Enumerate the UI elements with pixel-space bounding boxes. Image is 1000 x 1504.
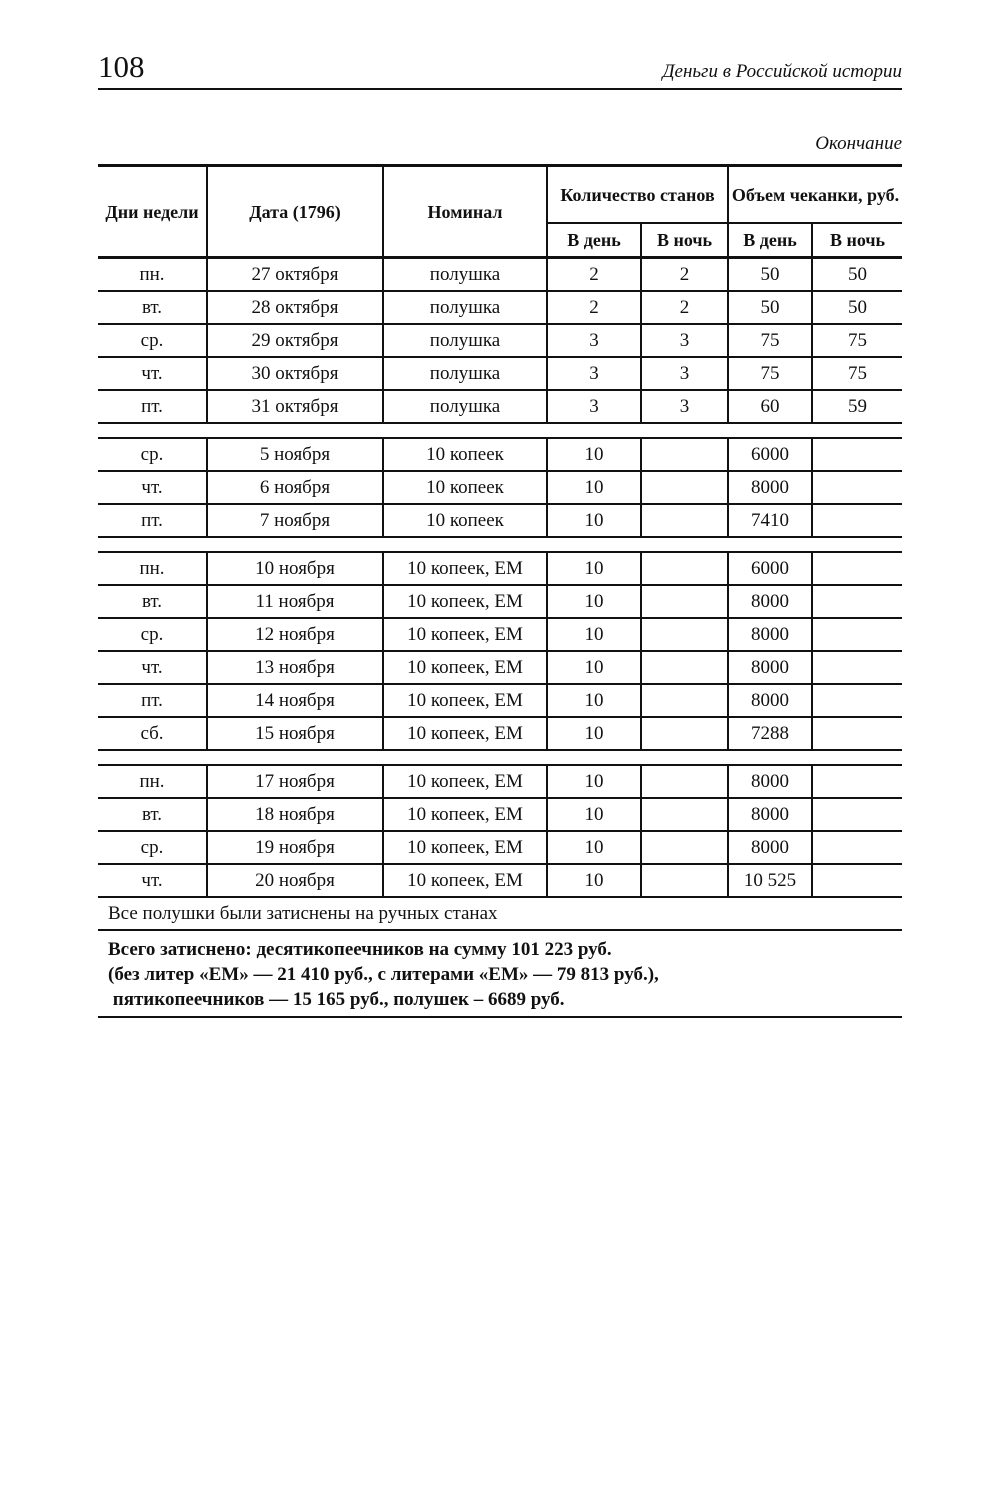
cell-volume-day: 8000 bbox=[728, 684, 812, 717]
cell-presses-night bbox=[641, 618, 728, 651]
summary-line: пятикопеечников — 15 165 руб., полушек – 6689 руб. bbox=[108, 989, 565, 1010]
cell-presses-day: 10 bbox=[547, 471, 641, 504]
cell-date: 15 ноября bbox=[207, 717, 383, 750]
cell-volume-night: 50 bbox=[812, 258, 902, 292]
cell-nominal: полушка bbox=[383, 258, 547, 292]
separator-cell bbox=[98, 423, 902, 438]
table-row bbox=[98, 651, 902, 684]
cell-volume-day: 8000 bbox=[728, 831, 812, 864]
cell-volume-night bbox=[812, 552, 902, 585]
summary-line: (без литер «ЕМ» — 21 410 руб., с литерами «ЕМ» — 79 813 руб.), bbox=[108, 964, 659, 985]
cell-volume-day: 6000 bbox=[728, 438, 812, 471]
cell-nominal: 10 копеек bbox=[383, 504, 547, 537]
cell-nominal: 10 копеек bbox=[383, 438, 547, 471]
cell-presses-day: 2 bbox=[547, 291, 641, 324]
cell-nominal: полушка bbox=[383, 324, 547, 357]
cell-presses-night bbox=[641, 765, 728, 798]
page-header bbox=[98, 48, 902, 90]
cell-nominal: 10 копеек, ЕМ bbox=[383, 798, 547, 831]
cell-volume-night bbox=[812, 765, 902, 798]
cell-day: сб. bbox=[98, 717, 207, 750]
cell-nominal: полушка bbox=[383, 390, 547, 423]
cell-day: ср. bbox=[98, 618, 207, 651]
header-presses-day: В день bbox=[547, 223, 641, 258]
cell-volume-night bbox=[812, 585, 902, 618]
cell-presses-night: 3 bbox=[641, 390, 728, 423]
cell-day: пн. bbox=[98, 552, 207, 585]
cell-day: чт. bbox=[98, 357, 207, 390]
cell-date: 12 ноября bbox=[207, 618, 383, 651]
header-date: Дата (1796) bbox=[207, 166, 383, 258]
cell-volume-night bbox=[812, 864, 902, 897]
table-row bbox=[98, 357, 902, 390]
group-separator bbox=[98, 750, 902, 765]
cell-day: вт. bbox=[98, 798, 207, 831]
cell-presses-day: 3 bbox=[547, 324, 641, 357]
cell-presses-day: 10 bbox=[547, 618, 641, 651]
cell-presses-day: 10 bbox=[547, 717, 641, 750]
cell-date: 13 ноября bbox=[207, 651, 383, 684]
table-row bbox=[98, 504, 902, 537]
cell-date: 10 ноября bbox=[207, 552, 383, 585]
cell-presses-night bbox=[641, 684, 728, 717]
table-body bbox=[98, 258, 902, 898]
cell-day: пт. bbox=[98, 390, 207, 423]
cell-nominal: 10 копеек, ЕМ bbox=[383, 717, 547, 750]
cell-date: 17 ноября bbox=[207, 765, 383, 798]
cell-presses-day: 10 bbox=[547, 831, 641, 864]
table-row bbox=[98, 390, 902, 423]
table-row bbox=[98, 765, 902, 798]
cell-nominal: 10 копеек, ЕМ bbox=[383, 651, 547, 684]
cell-date: 14 ноября bbox=[207, 684, 383, 717]
cell-day: чт. bbox=[98, 864, 207, 897]
cell-nominal: полушка bbox=[383, 357, 547, 390]
table-continuation-caption: Окончание bbox=[815, 133, 902, 154]
table-note: Все полушки были затиснены на ручных станах bbox=[98, 897, 902, 930]
cell-volume-day: 8000 bbox=[728, 618, 812, 651]
cell-day: чт. bbox=[98, 651, 207, 684]
cell-presses-day: 10 bbox=[547, 651, 641, 684]
separator-cell bbox=[98, 537, 902, 552]
cell-volume-day: 60 bbox=[728, 390, 812, 423]
cell-date: 31 октября bbox=[207, 390, 383, 423]
cell-presses-day: 10 bbox=[547, 684, 641, 717]
cell-volume-night: 59 bbox=[812, 390, 902, 423]
cell-day: пн. bbox=[98, 765, 207, 798]
summary-line: Всего затиснено: десятикопеечников на сумму 101 223 руб. bbox=[108, 939, 612, 960]
cell-presses-night: 2 bbox=[641, 258, 728, 292]
running-title: Деньги в Российской истории bbox=[662, 61, 902, 82]
cell-nominal: 10 копеек bbox=[383, 471, 547, 504]
cell-volume-day: 75 bbox=[728, 357, 812, 390]
cell-volume-day: 6000 bbox=[728, 552, 812, 585]
cell-date: 28 октября bbox=[207, 291, 383, 324]
cell-day: ср. bbox=[98, 831, 207, 864]
table-summary bbox=[98, 930, 902, 1017]
cell-date: 6 ноября bbox=[207, 471, 383, 504]
cell-volume-night bbox=[812, 651, 902, 684]
cell-presses-night: 3 bbox=[641, 357, 728, 390]
cell-volume-night: 75 bbox=[812, 324, 902, 357]
cell-nominal: 10 копеек, ЕМ bbox=[383, 618, 547, 651]
cell-date: 20 ноября bbox=[207, 864, 383, 897]
cell-volume-day: 8000 bbox=[728, 765, 812, 798]
cell-date: 30 октября bbox=[207, 357, 383, 390]
table-row bbox=[98, 471, 902, 504]
cell-volume-night bbox=[812, 831, 902, 864]
header-presses-night: В ночь bbox=[641, 223, 728, 258]
minting-table bbox=[98, 164, 902, 1018]
cell-nominal: 10 копеек, ЕМ bbox=[383, 552, 547, 585]
cell-day: пн. bbox=[98, 258, 207, 292]
cell-volume-night bbox=[812, 798, 902, 831]
cell-presses-night bbox=[641, 585, 728, 618]
cell-day: ср. bbox=[98, 438, 207, 471]
table-row bbox=[98, 618, 902, 651]
cell-presses-day: 10 bbox=[547, 504, 641, 537]
header-volume-day: В день bbox=[728, 223, 812, 258]
cell-presses-day: 10 bbox=[547, 585, 641, 618]
table-row bbox=[98, 864, 902, 897]
cell-presses-night bbox=[641, 651, 728, 684]
cell-presses-day: 10 bbox=[547, 798, 641, 831]
cell-day: вт. bbox=[98, 291, 207, 324]
cell-volume-day: 50 bbox=[728, 258, 812, 292]
cell-presses-day: 10 bbox=[547, 438, 641, 471]
table-row bbox=[98, 717, 902, 750]
cell-presses-day: 3 bbox=[547, 390, 641, 423]
cell-presses-day: 10 bbox=[547, 765, 641, 798]
cell-volume-night bbox=[812, 504, 902, 537]
table-row bbox=[98, 585, 902, 618]
table-row bbox=[98, 324, 902, 357]
cell-presses-night bbox=[641, 471, 728, 504]
cell-volume-day: 8000 bbox=[728, 798, 812, 831]
cell-volume-day: 75 bbox=[728, 324, 812, 357]
cell-nominal: 10 копеек, ЕМ bbox=[383, 831, 547, 864]
group-separator bbox=[98, 423, 902, 438]
table-row bbox=[98, 684, 902, 717]
table-row bbox=[98, 831, 902, 864]
cell-presses-night bbox=[641, 864, 728, 897]
cell-volume-night: 50 bbox=[812, 291, 902, 324]
cell-nominal: 10 копеек, ЕМ bbox=[383, 765, 547, 798]
cell-volume-night bbox=[812, 717, 902, 750]
cell-presses-day: 10 bbox=[547, 552, 641, 585]
cell-presses-night bbox=[641, 438, 728, 471]
cell-day: пт. bbox=[98, 684, 207, 717]
cell-volume-day: 7410 bbox=[728, 504, 812, 537]
cell-date: 29 октября bbox=[207, 324, 383, 357]
cell-day: ср. bbox=[98, 324, 207, 357]
table-row bbox=[98, 258, 902, 292]
cell-date: 27 октября bbox=[207, 258, 383, 292]
cell-presses-day: 10 bbox=[547, 864, 641, 897]
cell-volume-day: 50 bbox=[728, 291, 812, 324]
cell-nominal: 10 копеек, ЕМ bbox=[383, 864, 547, 897]
cell-date: 11 ноября bbox=[207, 585, 383, 618]
table-row bbox=[98, 552, 902, 585]
cell-nominal: 10 копеек, ЕМ bbox=[383, 585, 547, 618]
cell-presses-night bbox=[641, 504, 728, 537]
header-volume-group: Объем чеканки, руб. bbox=[728, 166, 902, 224]
header-nominal: Номинал bbox=[383, 166, 547, 258]
cell-volume-day: 10 525 bbox=[728, 864, 812, 897]
cell-presses-night bbox=[641, 717, 728, 750]
cell-date: 7 ноября bbox=[207, 504, 383, 537]
cell-date: 19 ноября bbox=[207, 831, 383, 864]
cell-presses-day: 3 bbox=[547, 357, 641, 390]
cell-volume-night bbox=[812, 618, 902, 651]
cell-presses-night: 2 bbox=[641, 291, 728, 324]
cell-day: пт. bbox=[98, 504, 207, 537]
cell-date: 18 ноября bbox=[207, 798, 383, 831]
cell-day: чт. bbox=[98, 471, 207, 504]
cell-presses-day: 2 bbox=[547, 258, 641, 292]
cell-volume-day: 8000 bbox=[728, 651, 812, 684]
group-separator bbox=[98, 537, 902, 552]
header-presses-group: Количество станов bbox=[547, 166, 728, 224]
header-day: Дни недели bbox=[98, 166, 207, 258]
cell-volume-day: 7288 bbox=[728, 717, 812, 750]
cell-volume-night bbox=[812, 684, 902, 717]
cell-day: вт. bbox=[98, 585, 207, 618]
table-row bbox=[98, 291, 902, 324]
table-row bbox=[98, 798, 902, 831]
cell-volume-night bbox=[812, 471, 902, 504]
page-number: 108 bbox=[98, 49, 145, 84]
cell-volume-night bbox=[812, 438, 902, 471]
cell-date: 5 ноября bbox=[207, 438, 383, 471]
cell-presses-night bbox=[641, 552, 728, 585]
cell-volume-night: 75 bbox=[812, 357, 902, 390]
header-volume-night: В ночь bbox=[812, 223, 902, 258]
cell-presses-night: 3 bbox=[641, 324, 728, 357]
cell-presses-night bbox=[641, 798, 728, 831]
cell-presses-night bbox=[641, 831, 728, 864]
cell-nominal: 10 копеек, ЕМ bbox=[383, 684, 547, 717]
cell-volume-day: 8000 bbox=[728, 471, 812, 504]
table-row bbox=[98, 438, 902, 471]
cell-nominal: полушка bbox=[383, 291, 547, 324]
separator-cell bbox=[98, 750, 902, 765]
cell-volume-day: 8000 bbox=[728, 585, 812, 618]
